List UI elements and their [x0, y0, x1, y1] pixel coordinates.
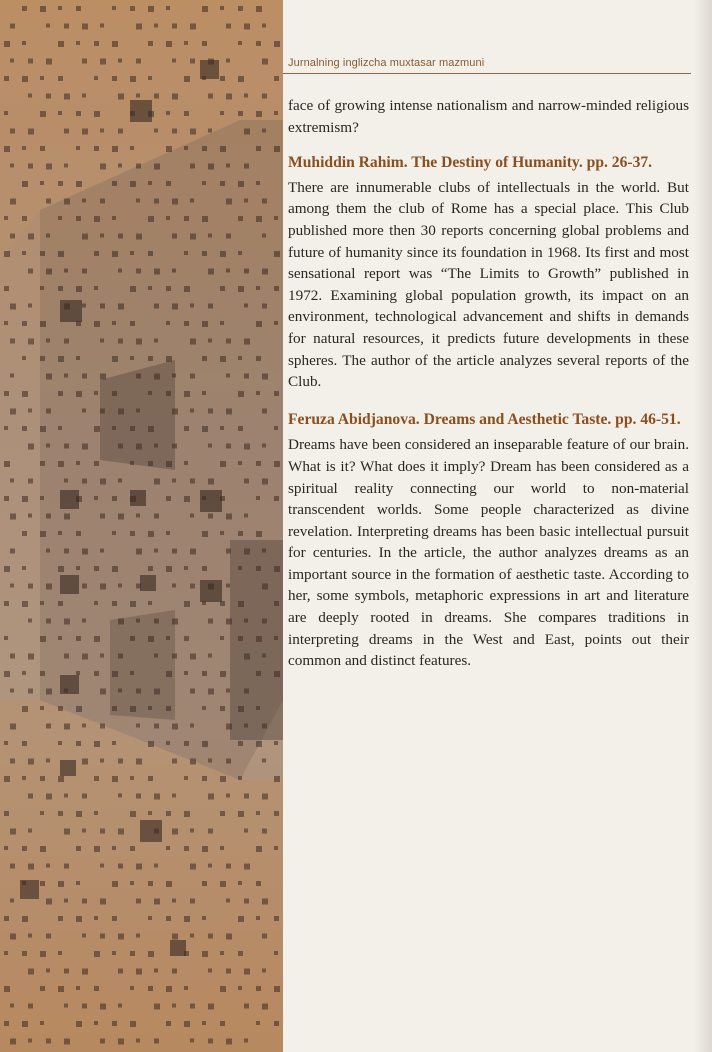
journal-page [283, 0, 712, 1052]
article-heading: Muhiddin Rahim. The Destiny of Humanity. pp. 26-37. [288, 154, 653, 172]
continued-paragraph: face of growing intense nationalism and narrow-minded religious extremism? [288, 97, 689, 136]
article-body: Dreams have been considered an inseparable feature of our brain. What is it? What does it imply? Dream has been considered as a spiritual reality connecting our world to non-material transcendent worlds. Some people characterized as divine revelation. Interpreting dreams has been basic intellectual pursuit for centuries. In the article, the author analyzes dreams as an important source in the formation of aesthetic taste. According to her, some symbols, metaphoric expressions in art and literature are deeply rooted in dreams. She compares traditions in interpreting dreams in the West and East, points out their common and distinct features. [288, 436, 689, 670]
fractal-illustration [0, 0, 283, 1052]
article-heading: Feruza Abidjanova. Dreams and Aesthetic Taste. pp. 46-51. [288, 410, 681, 428]
page-edge-shadow [694, 0, 712, 1052]
menger-sponge-fractal-image [0, 0, 283, 1052]
article-body: There are innumerable clubs of intellectuals in the world. But among them the club of Rome has a special place. This Club published more then 30 reports concerning global problems and future of humanity since its foundation in 1968. Its first and most sensational report was “The Limits to Growth” published in 1972. Examining global population growth, its impact on an environment, technological advancement and shifts in demands for natural resources, it predicts future developments in these spheres. The author of the article analyzes several reports of the Club. [288, 178, 689, 391]
header-divider [283, 73, 691, 74]
running-header: Jurnalning inglizcha muxtasar mazmuni [288, 57, 485, 69]
article-summary [288, 152, 689, 393]
article-summary [288, 409, 689, 672]
article-summaries [288, 95, 689, 672]
